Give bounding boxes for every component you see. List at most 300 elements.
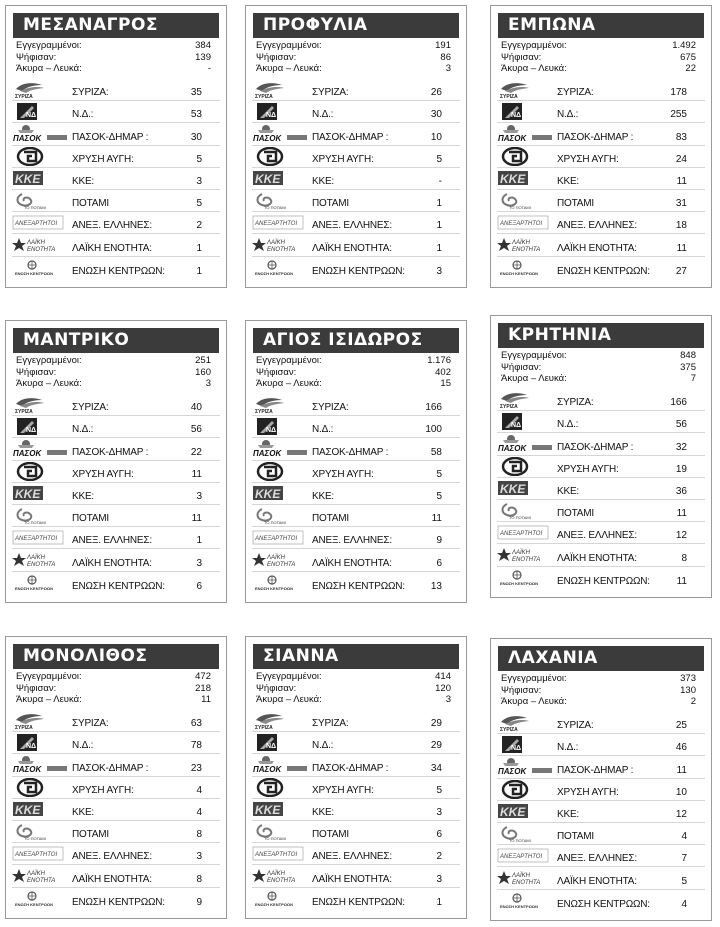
party-row bbox=[12, 527, 220, 549]
kke-logo bbox=[497, 802, 553, 821]
voted-value: 218 bbox=[195, 682, 211, 694]
village-card-monolithos bbox=[5, 636, 227, 919]
party-row bbox=[497, 712, 705, 734]
party-votes: 31 bbox=[675, 198, 687, 210]
party-votes: 12 bbox=[675, 808, 687, 820]
party-name: ΣΥΡΙΖΑ: bbox=[72, 402, 109, 414]
party-results bbox=[12, 710, 220, 910]
enosi-kentroon-logo bbox=[252, 573, 308, 592]
pasok-logo bbox=[497, 757, 553, 776]
svg-text:ΕΝΩΣΗ ΚΕΝΤΡΩΩΝ: ΕΝΩΣΗ ΚΕΝΤΡΩΩΝ bbox=[255, 901, 294, 907]
laiki-enotita-logo bbox=[497, 545, 553, 564]
party-row bbox=[252, 416, 460, 438]
pasok-logo bbox=[252, 439, 308, 458]
kke-logo bbox=[12, 484, 68, 503]
party-name: ΧΡΥΣΗ ΑΥΓΗ: bbox=[557, 463, 619, 475]
party-name: ΛΑΪΚΗ ΕΝΟΤΗΤΑ: bbox=[72, 557, 152, 569]
party-row bbox=[12, 234, 220, 256]
party-votes: 26 bbox=[430, 87, 442, 99]
party-name: ΠΟΤΑΜΙ bbox=[312, 513, 349, 525]
svg-text:ΕΝΟΤΗΤΑ: ΕΝΟΤΗΤΑ bbox=[267, 562, 296, 569]
svg-text:ΑΝΕΞΑΡΤΗΤΟΙ: ΑΝΕΞΑΡΤΗΤΟΙ bbox=[255, 221, 298, 228]
syriza-logo bbox=[12, 80, 68, 99]
potami-logo bbox=[252, 822, 308, 841]
party-votes: 5 bbox=[681, 875, 687, 887]
party-name: ΚΚΕ: bbox=[312, 490, 334, 502]
svg-text:ΝΔ: ΝΔ bbox=[266, 427, 277, 435]
svg-text:ΕΝΟΤΗΤΑ: ΕΝΟΤΗΤΑ bbox=[512, 247, 541, 254]
party-votes: 5 bbox=[196, 153, 202, 165]
party-votes: 3 bbox=[436, 873, 442, 885]
party-votes: 30 bbox=[430, 109, 442, 121]
party-name: ΠΑΣΟΚ-ΔΗΜΑΡ : bbox=[557, 131, 634, 143]
svg-text:ΚΚΕ: ΚΚΕ bbox=[15, 486, 41, 501]
party-name: ΠΟΤΑΜΙ bbox=[557, 198, 594, 210]
party-name: ΕΝΩΣΗ ΚΕΝΤΡΩΩΝ: bbox=[557, 898, 650, 910]
enosi-kentroon-logo bbox=[12, 258, 68, 277]
svg-text:ΣΥΡΙΖΑ: ΣΥΡΙΖΑ bbox=[255, 94, 273, 99]
svg-text:ΤΟ ΠΟΤΑΜΙ: ΤΟ ΠΟΤΑΜΙ bbox=[509, 204, 531, 210]
party-votes: 8 bbox=[196, 873, 202, 885]
svg-text:ΠΑΣΟΚ: ΠΑΣΟΚ bbox=[498, 134, 527, 144]
party-name: ΑΝΕΞ. ΕΛΛΗΝΕΣ: bbox=[557, 853, 637, 865]
voted-label: Ψήφισαν: bbox=[16, 366, 57, 378]
party-row bbox=[252, 234, 460, 256]
golden-dawn-logo bbox=[12, 147, 68, 166]
party-results bbox=[252, 394, 460, 594]
party-name: ΣΥΡΙΖΑ: bbox=[312, 402, 349, 414]
party-row bbox=[12, 865, 220, 887]
svg-text:ΛΑΪΚΗ: ΛΑΪΚΗ bbox=[267, 871, 286, 878]
party-name: ΑΝΕΞ. ΕΛΛΗΝΕΣ: bbox=[72, 535, 152, 547]
party-votes: 40 bbox=[190, 402, 202, 414]
pasok-logo bbox=[497, 434, 553, 453]
party-votes: 2 bbox=[436, 851, 442, 863]
party-name: ΧΡΥΣΗ ΑΥΓΗ: bbox=[557, 786, 619, 798]
party-name: ΣΥΡΙΖΑ: bbox=[557, 397, 594, 409]
party-votes: 56 bbox=[190, 424, 202, 436]
party-votes: 3 bbox=[436, 806, 442, 818]
nd-logo bbox=[252, 417, 308, 436]
party-votes: 9 bbox=[196, 896, 202, 908]
svg-text:ΛΑΪΚΗ: ΛΑΪΚΗ bbox=[267, 240, 286, 247]
party-row bbox=[252, 754, 460, 776]
party-row bbox=[12, 821, 220, 843]
party-name: ΠΑΣΟΚ-ΔΗΜΑΡ : bbox=[312, 762, 389, 774]
party-name: ΚΚΕ: bbox=[72, 175, 94, 187]
party-votes: 4 bbox=[681, 831, 687, 843]
potami-logo bbox=[252, 506, 308, 525]
registered-value: 384 bbox=[195, 40, 211, 51]
party-row bbox=[497, 101, 705, 123]
pasok-logo bbox=[252, 755, 308, 774]
syriza-logo bbox=[12, 395, 68, 414]
party-name: ΠΟΤΑΜΙ bbox=[557, 831, 594, 843]
party-votes: 11 bbox=[676, 764, 687, 776]
anel-logo bbox=[252, 213, 308, 232]
party-row bbox=[252, 483, 460, 505]
party-row bbox=[252, 461, 460, 483]
party-results bbox=[497, 712, 705, 912]
voted-value: 160 bbox=[195, 366, 211, 378]
party-row bbox=[252, 123, 460, 145]
village-card-embona bbox=[490, 5, 712, 288]
registered-label: Εγγεγραμμένοι: bbox=[501, 673, 567, 684]
party-votes: 11 bbox=[676, 242, 687, 254]
party-name: ΚΚΕ: bbox=[557, 485, 579, 497]
svg-text:ΣΥΡΙΖΑ: ΣΥΡΙΖΑ bbox=[15, 725, 33, 730]
party-name: ΠΟΤΑΜΙ bbox=[72, 513, 109, 525]
svg-text:ΑΝΕΞΑΡΤΗΤΟΙ: ΑΝΕΞΑΡΤΗΤΟΙ bbox=[500, 531, 543, 538]
party-votes: 5 bbox=[436, 153, 442, 165]
svg-text:ΤΟ ΠΟΤΑΜΙ: ΤΟ ΠΟΤΑΜΙ bbox=[509, 514, 531, 520]
svg-text:ΚΚΕ: ΚΚΕ bbox=[500, 171, 526, 186]
svg-text:ΠΑΣΟΚ: ΠΑΣΟΚ bbox=[13, 449, 42, 459]
party-votes: 9 bbox=[436, 535, 442, 547]
village-title: ΛΑΧΑΝΙΑ bbox=[498, 646, 704, 671]
svg-text:ΝΔ: ΝΔ bbox=[26, 427, 37, 435]
enosi-kentroon-logo bbox=[12, 889, 68, 908]
svg-text:ΛΑΪΚΗ: ΛΑΪΚΗ bbox=[267, 555, 286, 562]
voted-label: Ψήφισαν: bbox=[501, 51, 542, 63]
pasok-logo bbox=[252, 124, 308, 143]
anel-logo bbox=[12, 213, 68, 232]
party-results bbox=[497, 79, 705, 279]
party-name: Ν.Δ.: bbox=[72, 109, 94, 121]
svg-text:ΑΝΕΞΑΡΤΗΤΟΙ: ΑΝΕΞΑΡΤΗΤΟΙ bbox=[500, 221, 543, 228]
party-votes: 25 bbox=[675, 720, 687, 732]
svg-text:ΤΟ ΠΟΤΑΜΙ: ΤΟ ΠΟΤΑΜΙ bbox=[24, 519, 46, 525]
svg-text:ΕΝΟΤΗΤΑ: ΕΝΟΤΗΤΑ bbox=[267, 878, 296, 885]
village-title: ΠΡΟΦΥΛΙΑ bbox=[253, 13, 459, 38]
village-card-agios-isidoros bbox=[245, 320, 467, 603]
village-card-mesanagros bbox=[5, 5, 227, 288]
party-row bbox=[12, 505, 220, 527]
party-votes: 10 bbox=[430, 131, 442, 143]
potami-logo bbox=[497, 191, 553, 210]
nd-logo bbox=[497, 412, 553, 431]
party-votes: 1 bbox=[436, 220, 442, 232]
invalid-label: Άκυρα – Λευκά: bbox=[16, 694, 82, 705]
voted-value: 130 bbox=[680, 684, 696, 696]
party-row bbox=[252, 146, 460, 168]
kke-logo bbox=[252, 800, 308, 819]
stats bbox=[501, 350, 696, 385]
svg-text:ΕΝΟΤΗΤΑ: ΕΝΟΤΗΤΑ bbox=[27, 247, 56, 254]
party-row bbox=[12, 416, 220, 438]
party-row bbox=[252, 212, 460, 234]
party-name: ΣΥΡΙΖΑ: bbox=[72, 718, 109, 730]
party-name: ΧΡΥΣΗ ΑΥΓΗ: bbox=[312, 153, 374, 165]
svg-text:ΣΥΡΙΖΑ: ΣΥΡΙΖΑ bbox=[500, 94, 518, 99]
party-name: ΕΝΩΣΗ ΚΕΝΤΡΩΩΝ: bbox=[557, 265, 650, 277]
kke-logo bbox=[497, 479, 553, 498]
party-name: ΑΝΕΞ. ΕΛΛΗΝΕΣ: bbox=[312, 535, 392, 547]
voted-value: 402 bbox=[435, 366, 451, 378]
party-votes: 18 bbox=[675, 220, 687, 232]
party-name: Ν.Δ.: bbox=[557, 419, 579, 431]
party-row bbox=[497, 257, 705, 279]
anel-logo bbox=[12, 528, 68, 547]
laiki-enotita-logo bbox=[12, 550, 68, 569]
party-votes: 12 bbox=[675, 530, 687, 542]
party-row bbox=[497, 734, 705, 756]
svg-text:ΕΝΩΣΗ ΚΕΝΤΡΩΩΝ: ΕΝΩΣΗ ΚΕΝΤΡΩΩΝ bbox=[255, 270, 294, 276]
party-name: ΧΡΥΣΗ ΑΥΓΗ: bbox=[312, 468, 374, 480]
party-row bbox=[252, 190, 460, 212]
invalid-value: 7 bbox=[690, 373, 696, 384]
party-name: ΛΑΪΚΗ ΕΝΟΤΗΤΑ: bbox=[557, 552, 637, 564]
registered-label: Εγγεγραμμένοι: bbox=[501, 40, 567, 51]
party-row bbox=[12, 212, 220, 234]
party-name: ΠΟΤΑΜΙ bbox=[72, 829, 109, 841]
party-row bbox=[252, 168, 460, 190]
svg-text:ΝΔ: ΝΔ bbox=[26, 743, 37, 751]
party-row bbox=[252, 865, 460, 887]
invalid-label: Άκυρα – Λευκά: bbox=[501, 63, 567, 74]
potami-logo bbox=[497, 824, 553, 843]
golden-dawn-logo bbox=[12, 462, 68, 481]
party-row bbox=[12, 549, 220, 571]
potami-logo bbox=[12, 822, 68, 841]
enosi-kentroon-logo bbox=[497, 258, 553, 277]
stats bbox=[256, 671, 451, 706]
golden-dawn-logo bbox=[252, 462, 308, 481]
svg-text:ΕΝΟΤΗΤΑ: ΕΝΟΤΗΤΑ bbox=[512, 880, 541, 887]
nd-logo bbox=[252, 733, 308, 752]
potami-logo bbox=[252, 191, 308, 210]
party-row bbox=[497, 756, 705, 778]
party-name: ΚΚΕ: bbox=[312, 806, 334, 818]
party-results bbox=[12, 79, 220, 279]
party-name: ΠΟΤΑΜΙ bbox=[72, 198, 109, 210]
svg-text:ΑΝΕΞΑΡΤΗΤΟΙ: ΑΝΕΞΑΡΤΗΤΟΙ bbox=[500, 854, 543, 861]
anel-logo bbox=[497, 213, 553, 232]
party-votes: 11 bbox=[676, 575, 687, 587]
svg-text:ΕΝΩΣΗ ΚΕΝΤΡΩΩΝ: ΕΝΩΣΗ ΚΕΝΤΡΩΩΝ bbox=[15, 585, 54, 591]
village-card-mantriko bbox=[5, 320, 227, 603]
party-row bbox=[497, 801, 705, 823]
stats bbox=[501, 673, 696, 708]
registered-value: 1.176 bbox=[427, 355, 451, 366]
village-title: ΑΓΙΟΣ ΙΣΙΔΩΡΟΣ bbox=[253, 328, 459, 353]
village-card-lachania bbox=[490, 638, 712, 921]
party-votes: 6 bbox=[196, 580, 202, 592]
anel-logo bbox=[12, 844, 68, 863]
party-row bbox=[252, 79, 460, 101]
party-votes: 22 bbox=[190, 446, 202, 458]
party-name: ΧΡΥΣΗ ΑΥΓΗ: bbox=[72, 784, 134, 796]
voted-label: Ψήφισαν: bbox=[501, 684, 542, 696]
party-votes: 178 bbox=[670, 87, 687, 99]
nd-logo bbox=[12, 417, 68, 436]
registered-label: Εγγεγραμμένοι: bbox=[256, 355, 322, 366]
svg-text:ΠΑΣΟΚ: ΠΑΣΟΚ bbox=[253, 449, 282, 459]
svg-text:ΝΔ: ΝΔ bbox=[266, 743, 277, 751]
party-row bbox=[252, 843, 460, 865]
svg-text:ΣΥΡΙΖΑ: ΣΥΡΙΖΑ bbox=[500, 404, 518, 409]
party-name: ΕΝΩΣΗ ΚΕΝΤΡΩΩΝ: bbox=[72, 580, 165, 592]
kke-logo bbox=[12, 800, 68, 819]
party-votes: 3 bbox=[196, 490, 202, 502]
party-votes: 11 bbox=[191, 513, 202, 525]
village-title: ΣΙΑΝΝΑ bbox=[253, 644, 459, 669]
party-row bbox=[497, 500, 705, 522]
invalid-label: Άκυρα – Λευκά: bbox=[256, 378, 322, 389]
party-votes: 11 bbox=[676, 175, 687, 187]
party-votes: 30 bbox=[190, 131, 202, 143]
syriza-logo bbox=[252, 711, 308, 730]
golden-dawn-logo bbox=[497, 147, 553, 166]
golden-dawn-logo bbox=[497, 780, 553, 799]
party-row bbox=[497, 779, 705, 801]
party-votes: 11 bbox=[191, 468, 202, 480]
potami-logo bbox=[12, 506, 68, 525]
voted-value: 139 bbox=[195, 51, 211, 63]
party-votes: 5 bbox=[436, 468, 442, 480]
party-votes: 23 bbox=[190, 762, 202, 774]
party-votes: 11 bbox=[676, 508, 687, 520]
party-name: ΑΝΕΞ. ΕΛΛΗΝΕΣ: bbox=[72, 851, 152, 863]
party-name: ΕΝΩΣΗ ΚΕΝΤΡΩΩΝ: bbox=[312, 265, 405, 277]
registered-label: Εγγεγραμμένοι: bbox=[16, 671, 82, 682]
party-votes: 1 bbox=[196, 242, 202, 254]
invalid-value: 2 bbox=[690, 696, 696, 707]
invalid-label: Άκυρα – Λευκά: bbox=[256, 63, 322, 74]
stats bbox=[16, 40, 211, 75]
svg-text:ΛΑΪΚΗ: ΛΑΪΚΗ bbox=[27, 240, 46, 247]
party-votes: 3 bbox=[196, 851, 202, 863]
party-votes: 1 bbox=[436, 198, 442, 210]
party-row bbox=[12, 843, 220, 865]
svg-text:ΕΝΟΤΗΤΑ: ΕΝΟΤΗΤΑ bbox=[512, 557, 541, 564]
nd-logo bbox=[252, 102, 308, 121]
svg-text:ΕΝΟΤΗΤΑ: ΕΝΟΤΗΤΑ bbox=[27, 562, 56, 569]
party-name: ΣΥΡΙΖΑ: bbox=[557, 87, 594, 99]
party-row bbox=[12, 79, 220, 101]
laiki-enotita-logo bbox=[497, 868, 553, 887]
party-row bbox=[12, 461, 220, 483]
svg-text:ΑΝΕΞΑΡΤΗΤΟΙ: ΑΝΕΞΑΡΤΗΤΟΙ bbox=[255, 852, 298, 859]
village-title: ΜΑΝΤΡΙΚΟ bbox=[13, 328, 219, 353]
svg-text:ΝΔ: ΝΔ bbox=[26, 112, 37, 120]
syriza-logo bbox=[252, 80, 308, 99]
party-row bbox=[252, 527, 460, 549]
party-name: ΛΑΪΚΗ ΕΝΟΤΗΤΑ: bbox=[312, 242, 392, 254]
party-votes: 4 bbox=[681, 898, 687, 910]
party-name: ΑΝΕΞ. ΕΛΛΗΝΕΣ: bbox=[312, 851, 392, 863]
party-row bbox=[252, 732, 460, 754]
svg-text:ΝΔ: ΝΔ bbox=[511, 112, 522, 120]
laiki-enotita-logo bbox=[252, 866, 308, 885]
party-name: ΠΑΣΟΚ-ΔΗΜΑΡ : bbox=[72, 446, 149, 458]
svg-text:ΕΝΩΣΗ ΚΕΝΤΡΩΩΝ: ΕΝΩΣΗ ΚΕΝΤΡΩΩΝ bbox=[500, 580, 539, 586]
party-votes: 5 bbox=[196, 198, 202, 210]
village-title: ΜΟΝΟΛΙΘΟΣ bbox=[13, 644, 219, 669]
party-name: ΕΝΩΣΗ ΚΕΝΤΡΩΩΝ: bbox=[312, 580, 405, 592]
stats bbox=[16, 671, 211, 706]
enosi-kentroon-logo bbox=[252, 889, 308, 908]
invalid-label: Άκυρα – Λευκά: bbox=[256, 694, 322, 705]
laiki-enotita-logo bbox=[252, 235, 308, 254]
party-votes: 58 bbox=[430, 446, 442, 458]
registered-label: Εγγεγραμμένοι: bbox=[501, 350, 567, 361]
party-row bbox=[497, 823, 705, 845]
party-name: ΠΑΣΟΚ-ΔΗΜΑΡ : bbox=[557, 764, 634, 776]
party-row bbox=[497, 433, 705, 455]
enosi-kentroon-logo bbox=[252, 258, 308, 277]
party-row bbox=[497, 544, 705, 566]
party-row bbox=[12, 394, 220, 416]
svg-text:ΠΑΣΟΚ: ΠΑΣΟΚ bbox=[253, 134, 282, 144]
svg-text:ΚΚΕ: ΚΚΕ bbox=[255, 171, 281, 186]
party-row bbox=[12, 146, 220, 168]
voted-value: 120 bbox=[435, 682, 451, 694]
party-name: ΧΡΥΣΗ ΑΥΓΗ: bbox=[72, 468, 134, 480]
svg-text:ΠΑΣΟΚ: ΠΑΣΟΚ bbox=[498, 767, 527, 777]
party-name: ΚΚΕ: bbox=[557, 808, 579, 820]
pasok-logo bbox=[12, 755, 68, 774]
svg-text:ΠΑΣΟΚ: ΠΑΣΟΚ bbox=[498, 444, 527, 454]
stats bbox=[256, 40, 451, 75]
party-row bbox=[497, 411, 705, 433]
party-row bbox=[497, 79, 705, 101]
party-name: ΛΑΪΚΗ ΕΝΟΤΗΤΑ: bbox=[72, 873, 152, 885]
party-row bbox=[252, 799, 460, 821]
party-row bbox=[12, 190, 220, 212]
party-votes: 2 bbox=[196, 220, 202, 232]
party-row bbox=[252, 394, 460, 416]
party-votes: 7 bbox=[681, 853, 687, 865]
party-row bbox=[12, 257, 220, 279]
party-name: ΣΥΡΙΖΑ: bbox=[312, 718, 349, 730]
party-votes: 1 bbox=[196, 535, 202, 547]
village-title: ΚΡΗΤΗΝΙΑ bbox=[498, 323, 704, 348]
party-row bbox=[252, 777, 460, 799]
party-votes: 100 bbox=[425, 424, 442, 436]
party-row bbox=[497, 890, 705, 912]
anel-logo bbox=[497, 846, 553, 865]
voted-label: Ψήφισαν: bbox=[501, 361, 542, 373]
golden-dawn-logo bbox=[252, 147, 308, 166]
party-results bbox=[497, 389, 705, 589]
registered-value: 191 bbox=[435, 40, 451, 51]
svg-text:ΣΥΡΙΖΑ: ΣΥΡΙΖΑ bbox=[255, 409, 273, 414]
party-name: ΚΚΕ: bbox=[72, 806, 94, 818]
invalid-label: Άκυρα – Λευκά: bbox=[501, 373, 567, 384]
registered-value: 848 bbox=[680, 350, 696, 361]
svg-text:ΛΑΪΚΗ: ΛΑΪΚΗ bbox=[512, 240, 531, 247]
party-votes: 19 bbox=[675, 463, 687, 475]
party-votes: 3 bbox=[436, 265, 442, 277]
invalid-value: - bbox=[207, 63, 211, 74]
enosi-kentroon-logo bbox=[497, 891, 553, 910]
party-row bbox=[252, 101, 460, 123]
svg-text:ΕΝΟΤΗΤΑ: ΕΝΟΤΗΤΑ bbox=[267, 247, 296, 254]
party-row bbox=[12, 572, 220, 594]
svg-text:ΠΑΣΟΚ: ΠΑΣΟΚ bbox=[253, 765, 282, 775]
party-votes: 56 bbox=[675, 419, 687, 431]
registered-value: 373 bbox=[680, 673, 696, 684]
anel-logo bbox=[252, 844, 308, 863]
party-row bbox=[252, 710, 460, 732]
party-name: ΛΑΪΚΗ ΕΝΟΤΗΤΑ: bbox=[557, 875, 637, 887]
party-row bbox=[497, 168, 705, 190]
anel-logo bbox=[497, 523, 553, 542]
party-row bbox=[497, 190, 705, 212]
party-votes: 36 bbox=[675, 485, 687, 497]
golden-dawn-logo bbox=[12, 778, 68, 797]
